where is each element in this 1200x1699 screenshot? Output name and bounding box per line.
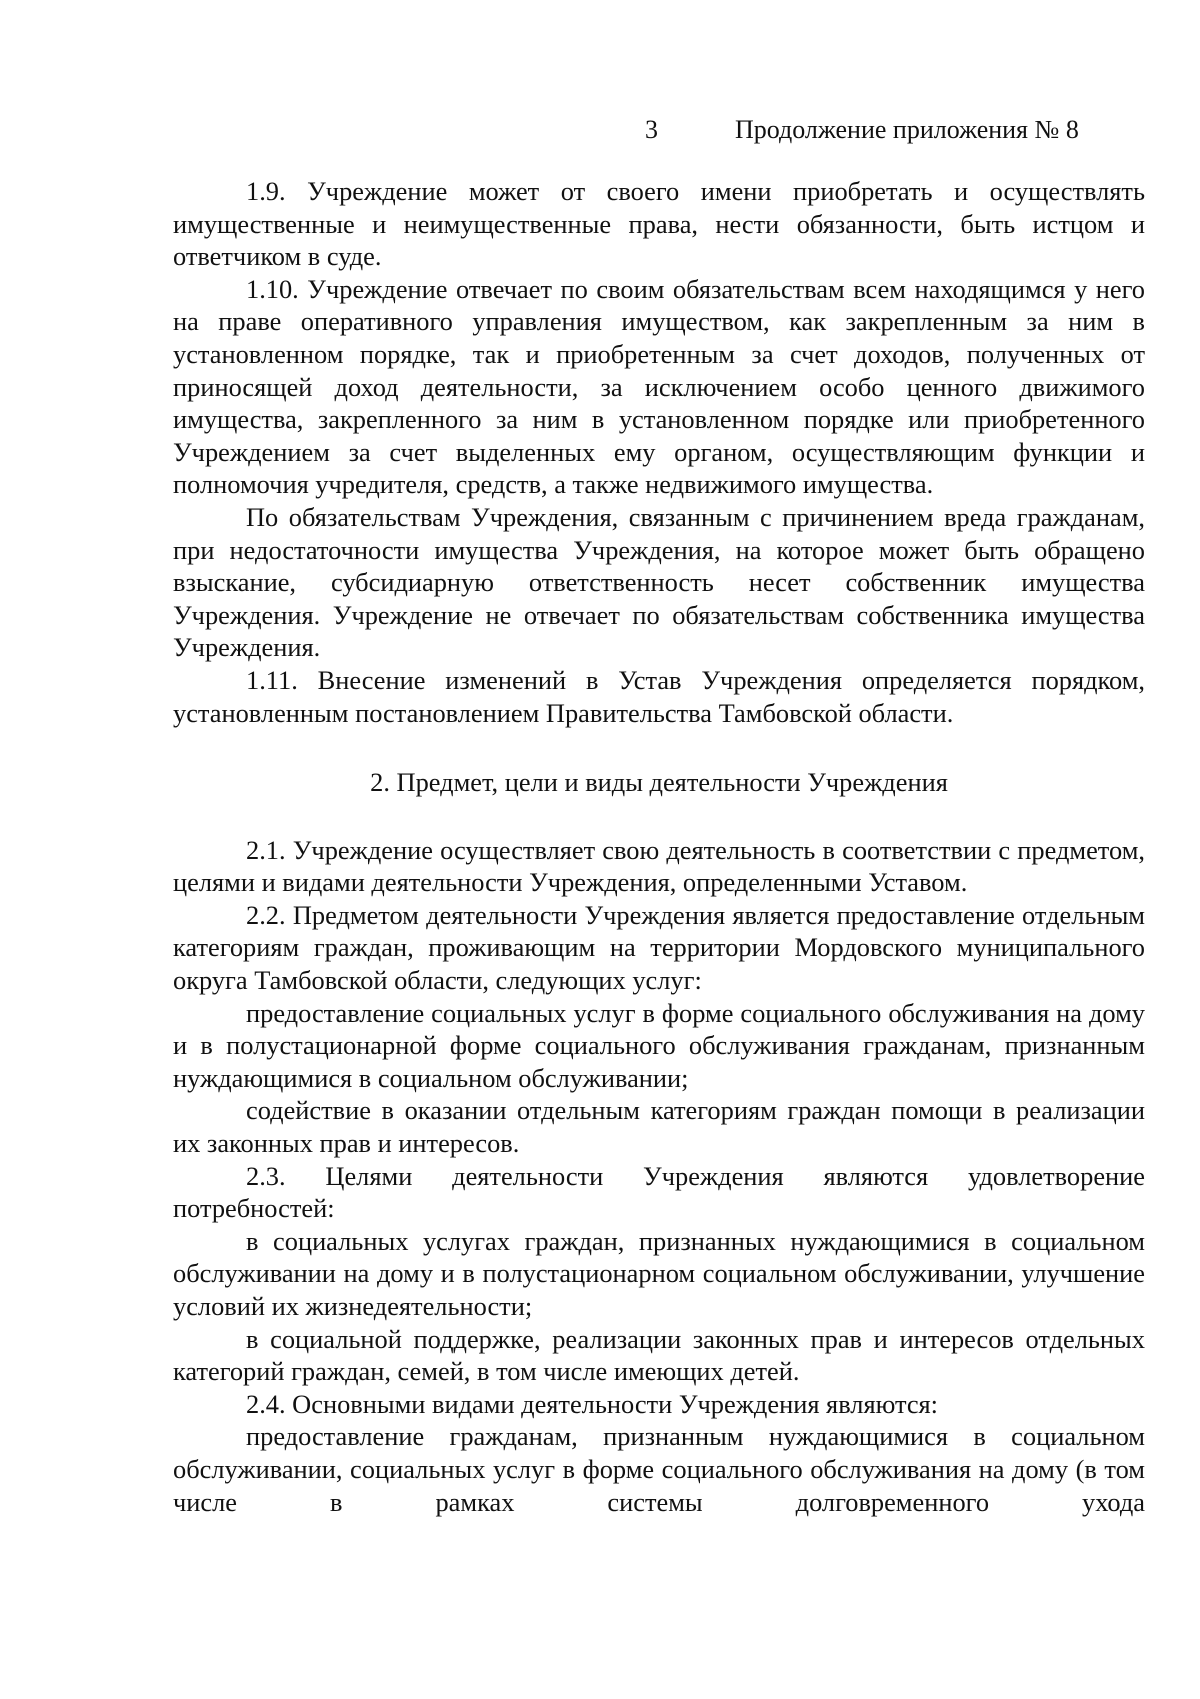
- appendix-label: Продолжение приложения № 8: [735, 115, 1079, 144]
- paragraph-2-2-item-b: содействие в оказании отдельным категориям граждан помощи в реализации их законных прав и интересов.: [173, 1095, 1145, 1159]
- section-2-heading: 2. Предмет, цели и виды деятельности Учреждения: [370, 767, 948, 798]
- page-header: [0, 114, 1200, 154]
- document-body: [173, 175, 1145, 1518]
- page-number: 3: [645, 115, 658, 144]
- paragraph-2-2-item-a: предоставление социальных услуг в форме социального обслуживания на дому и в полустационарной форме социального обслуживания гражданам, признанным нуждающимися в социальном обслуживании;: [173, 997, 1145, 1093]
- paragraph-1-11: 1.11. Внесение изменений в Устав Учреждения определяется порядком, установленным постановлением Правительства Тамбовской области.: [173, 664, 1145, 728]
- paragraph-1-10: 1.10. Учреждение отвечает по своим обязательствам всем находящимся у него на праве оперативного управления имуществом, как закрепленным за ним в установленном порядке, так и приобретенным за счет доходов, полученных от приносящей доход деятельности, за исключением особо ценного движимого имущества, закрепленного за ним в установленном порядке или приобретенного Учреждением за счет выделенных ему органом, осуществляющим функции и полномочия учредителя, средств, а также недвижимого имущества.: [173, 273, 1145, 500]
- paragraph-2-4-item-a: предоставление гражданам, признанным нуждающимися в социальном обслуживании, социальных услуг в форме социального обслуживания на дому (в том числе в рамках системы долговременного ухода: [173, 1421, 1145, 1517]
- paragraph-liability: По обязательствам Учреждения, связанным с причинением вреда гражданам, при недостаточности имущества Учреждения, на которое может быть обращено взыскание, субсидиарную ответственность несет собственник имущества Учреждения. Учреждение не отвечает по обязательствам собственника имущества Учреждения.: [173, 501, 1145, 663]
- paragraph-1-9: 1.9. Учреждение может от своего имени приобретать и осуществлять имущественные и неимущественные права, нести обязанности, быть истцом и ответчиком в суде.: [173, 176, 1145, 272]
- paragraph-2-3-item-a: в социальных услугах граждан, признанных нуждающимися в социальном обслуживании на дому и в полустационарном социальном обслуживании, улучшение условий их жизнедеятельности;: [173, 1225, 1145, 1321]
- paragraph-2-1: 2.1. Учреждение осуществляет свою деятельность в соответствии с предметом, целями и видами деятельности Учреждения, определенными Уставом.: [173, 834, 1145, 898]
- paragraph-2-3: 2.3. Целями деятельности Учреждения являются удовлетворение потребностей:: [173, 1160, 1145, 1224]
- paragraph-2-2: 2.2. Предметом деятельности Учреждения является предоставление отдельным категориям граждан, проживающим на территории Мордовского муниципального округа Тамбовской области, следующих услуг:: [173, 899, 1145, 996]
- paragraph-2-3-item-b: в социальной поддержке, реализации законных прав и интересов отдельных категорий граждан, семей, в том числе имеющих детей.: [173, 1323, 1145, 1387]
- paragraph-2-4: 2.4. Основными видами деятельности Учреждения являются:: [246, 1388, 939, 1419]
